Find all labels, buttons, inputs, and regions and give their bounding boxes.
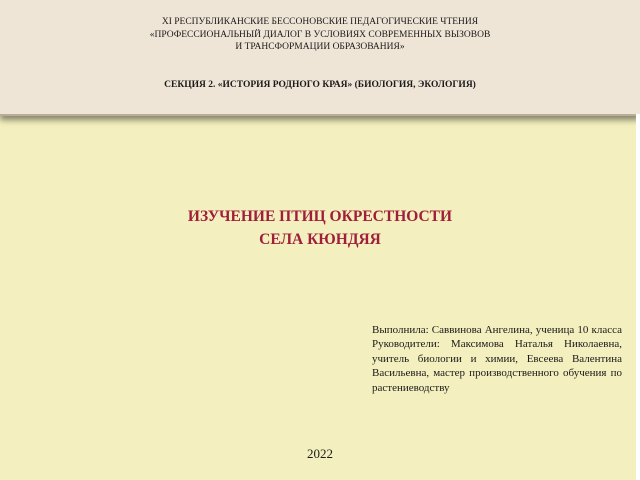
presentation-title: [0, 205, 640, 251]
author-info: Выполнила: Саввинова Ангелина, ученица 10 класса Руководители: Максимова Наталья Николаевна, учитель биологии и химии, Евсеева Валентина Васильевна, мастер производственного обучения по растениеводству: [372, 324, 622, 394]
conference-title: [0, 16, 640, 54]
year-label: 2022: [307, 446, 333, 461]
header-banner: [0, 0, 640, 116]
right-edge-strip: [636, 114, 640, 480]
conference-line-2: «ПРОФЕССИОНАЛЬНЫЙ ДИАЛОГ В УСЛОВИЯХ СОВРЕМЕННЫХ ВЫЗОВОВ: [149, 29, 491, 40]
conference-line-1: XI РЕСПУБЛИКАНСКИЕ БЕССОНОВСКИЕ ПЕДАГОГИЧЕСКИЕ ЧТЕНИЯ: [161, 17, 479, 27]
section-label: СЕКЦИЯ 2. «ИСТОРИЯ РОДНОГО КРАЯ» (БИОЛОГИЯ, ЭКОЛОГИЯ): [164, 80, 476, 90]
conference-line-3: И ТРАНСФОРМАЦИИ ОБРАЗОВАНИЯ»: [235, 42, 405, 52]
title-line-1: ИЗУЧЕНИЕ ПТИЦ ОКРЕСТНОСТИ: [187, 208, 453, 225]
title-line-2: СЕЛА КЮНДЯЯ: [259, 231, 381, 248]
